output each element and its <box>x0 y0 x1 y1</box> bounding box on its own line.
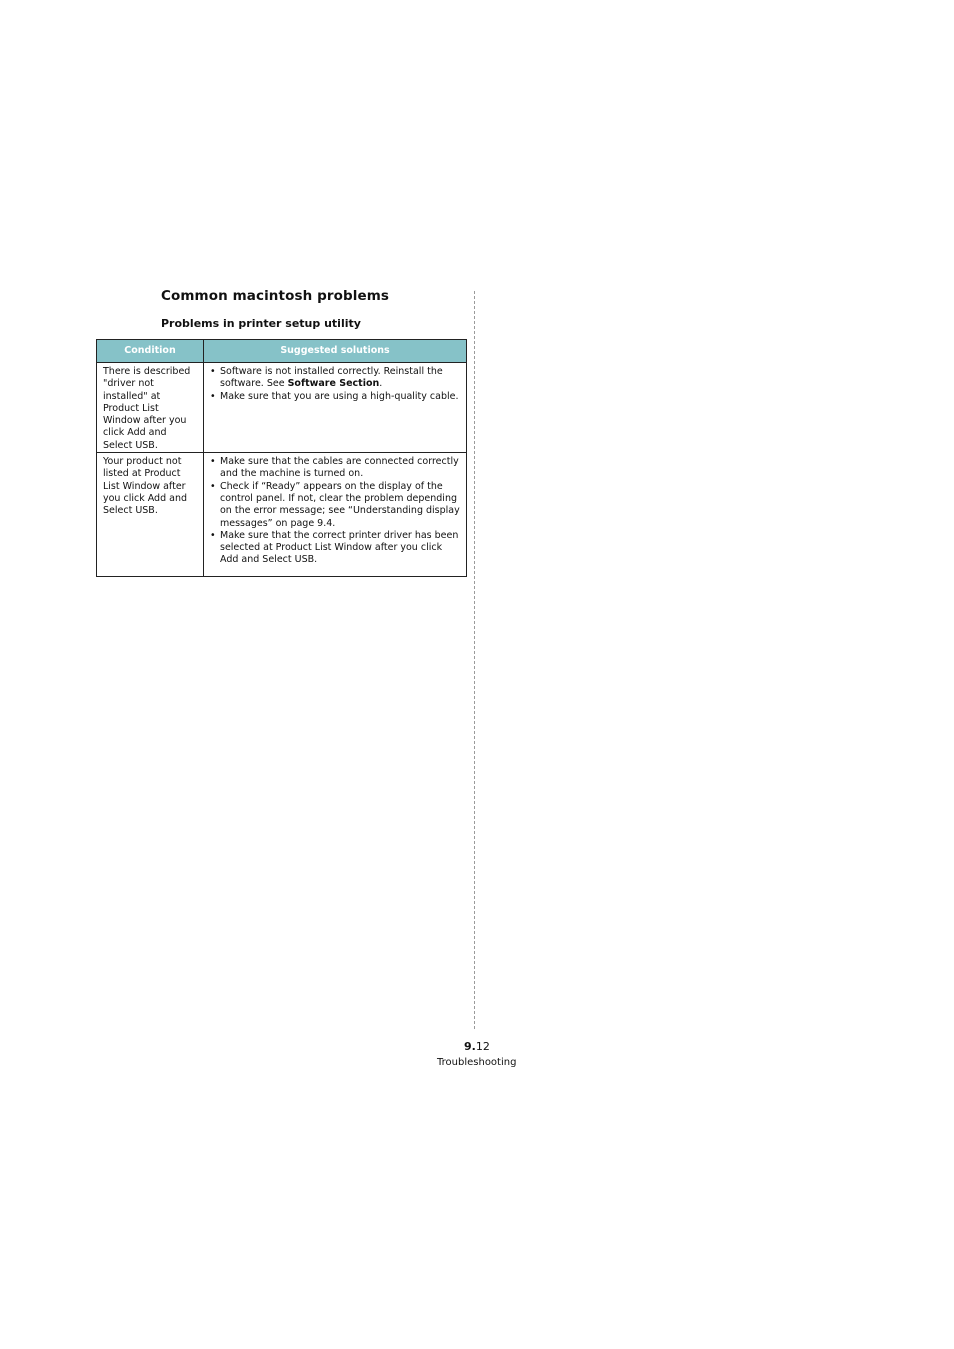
column-divider <box>474 291 475 1029</box>
bullet-icon: • <box>210 456 216 468</box>
table-header-row <box>97 340 467 363</box>
solution-text: Software is not installed correctly. Reinstall the software. See <box>220 366 443 390</box>
header-condition: Condition <box>97 340 204 363</box>
bullet-icon: • <box>210 480 216 492</box>
solution-text: Make sure that the cables are connected correctly and the machine is turned on. <box>220 456 459 480</box>
header-suggested-solutions: Suggested solutions <box>204 340 467 363</box>
solution-text: Make sure that the correct printer driver has been selected at Product List Window after you click Add and Select USB. <box>220 529 459 566</box>
footer-section-label: Troubleshooting <box>437 1057 517 1068</box>
solution-item <box>210 530 460 567</box>
condition-text: There is described "driver not installed" at Product List Window after you click Add and Select USB. <box>103 366 191 451</box>
solution-text-end: . <box>379 378 383 390</box>
bullet-icon: • <box>210 366 216 377</box>
table-row <box>97 363 467 453</box>
solutions-list <box>204 453 466 567</box>
solution-text: Make sure that you are using a high-quality cable. <box>220 390 459 402</box>
page-index: 12 <box>475 1040 490 1053</box>
solutions-cell <box>204 363 467 453</box>
page-number <box>464 1040 490 1053</box>
bullet-icon: • <box>210 529 216 541</box>
problems-table <box>96 339 467 577</box>
condition-text: Your product not listed at Product List Window after you click Add and Select USB. <box>103 456 188 517</box>
condition-cell <box>97 453 204 577</box>
solution-item <box>210 456 460 481</box>
solution-text: Check if “Ready” appears on the display of the control panel. If not, clear the problem depending on the error message; see “Understanding display messages” on page 9.4. <box>220 480 460 529</box>
solutions-cell <box>204 453 467 577</box>
bullet-icon: • <box>210 390 216 402</box>
solution-item <box>210 481 460 530</box>
solution-item <box>210 366 460 391</box>
solutions-list <box>204 363 466 403</box>
subsection-title: Problems in printer setup utility <box>161 317 361 330</box>
section-title: Common macintosh problems <box>161 288 390 304</box>
condition-cell <box>97 363 204 453</box>
solution-item <box>210 391 460 403</box>
table-row <box>97 453 467 577</box>
solution-reference: Software Section <box>287 378 380 390</box>
chapter-number: 9. <box>464 1040 476 1053</box>
